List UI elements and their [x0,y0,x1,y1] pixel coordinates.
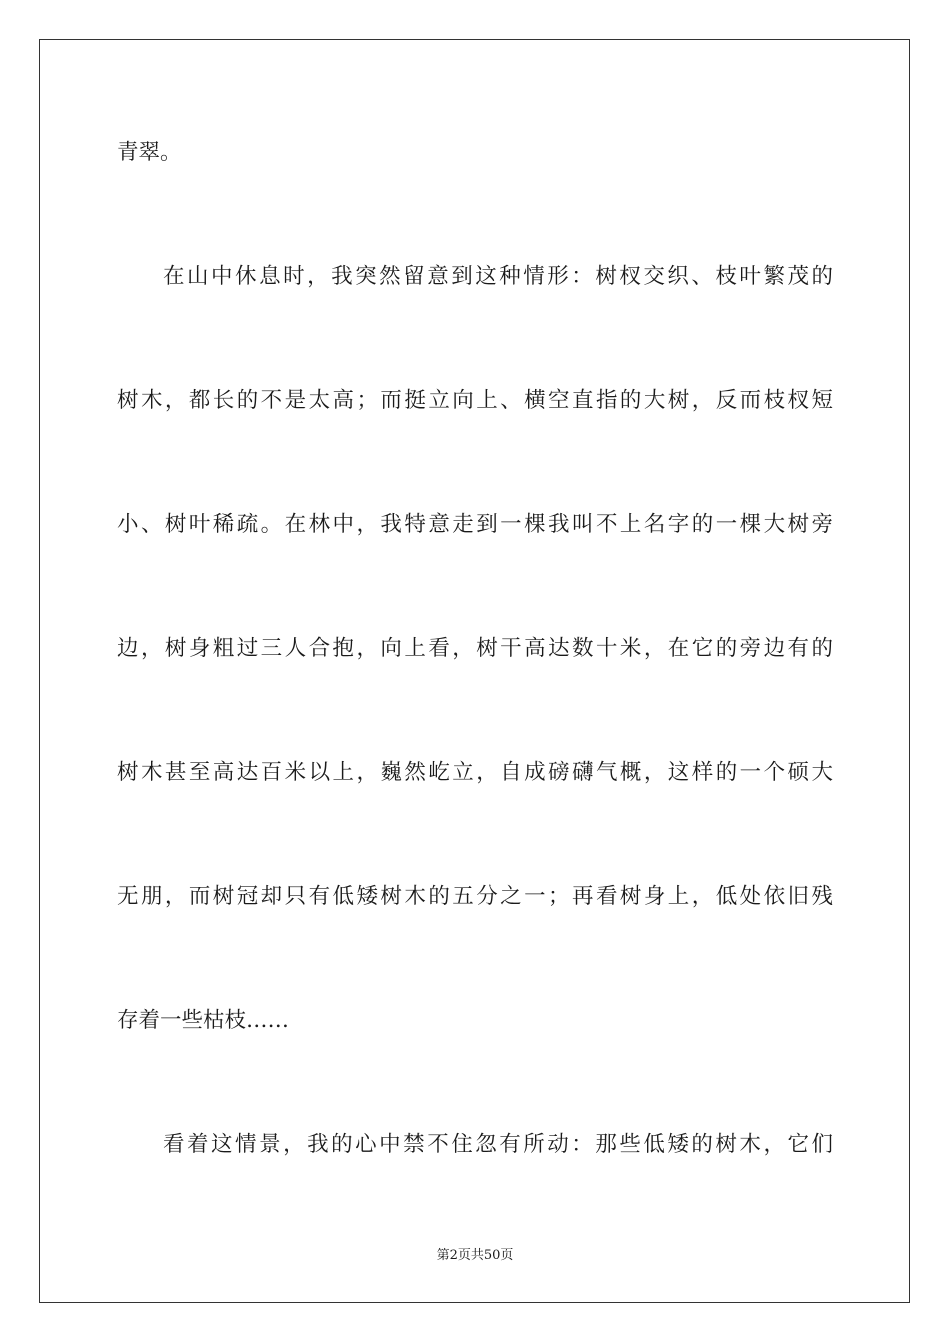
paragraph-line: 在山中休息时，我突然留意到这种情形：树杈交织、枝叶繁茂的 [163,264,833,289]
paragraph-line: 小、树叶稀疏。在林中，我特意走到一棵我叫不上名字的一棵大树旁 [117,512,833,537]
page-total: 共50页 [470,1248,514,1263]
page-border [39,39,910,1303]
paragraph-line: 看着这情景，我的心中禁不住忽有所动：那些低矮的树木，它们 [163,1132,833,1157]
paragraph-line: 无朋，而树冠却只有低矮树木的五分之一；再看树身上，低处依旧残 [117,884,833,909]
page-footer [0,1247,950,1265]
paragraph-line: 树木甚至高达百米以上，巍然屹立，自成磅礴气概，这样的一个硕大 [117,760,833,785]
paragraph-line: 存着一些枯枝…… [117,1008,290,1033]
paragraph-line: 树木，都长的不是太高；而挺立向上、横空直指的大树，反而枝杈短 [117,388,833,413]
paragraph-line: 青翠。 [117,140,182,165]
page-number: 第2页 [436,1248,471,1263]
paragraph-line: 边，树身粗过三人合抱，向上看，树干高达数十米，在它的旁边有的 [117,636,833,661]
